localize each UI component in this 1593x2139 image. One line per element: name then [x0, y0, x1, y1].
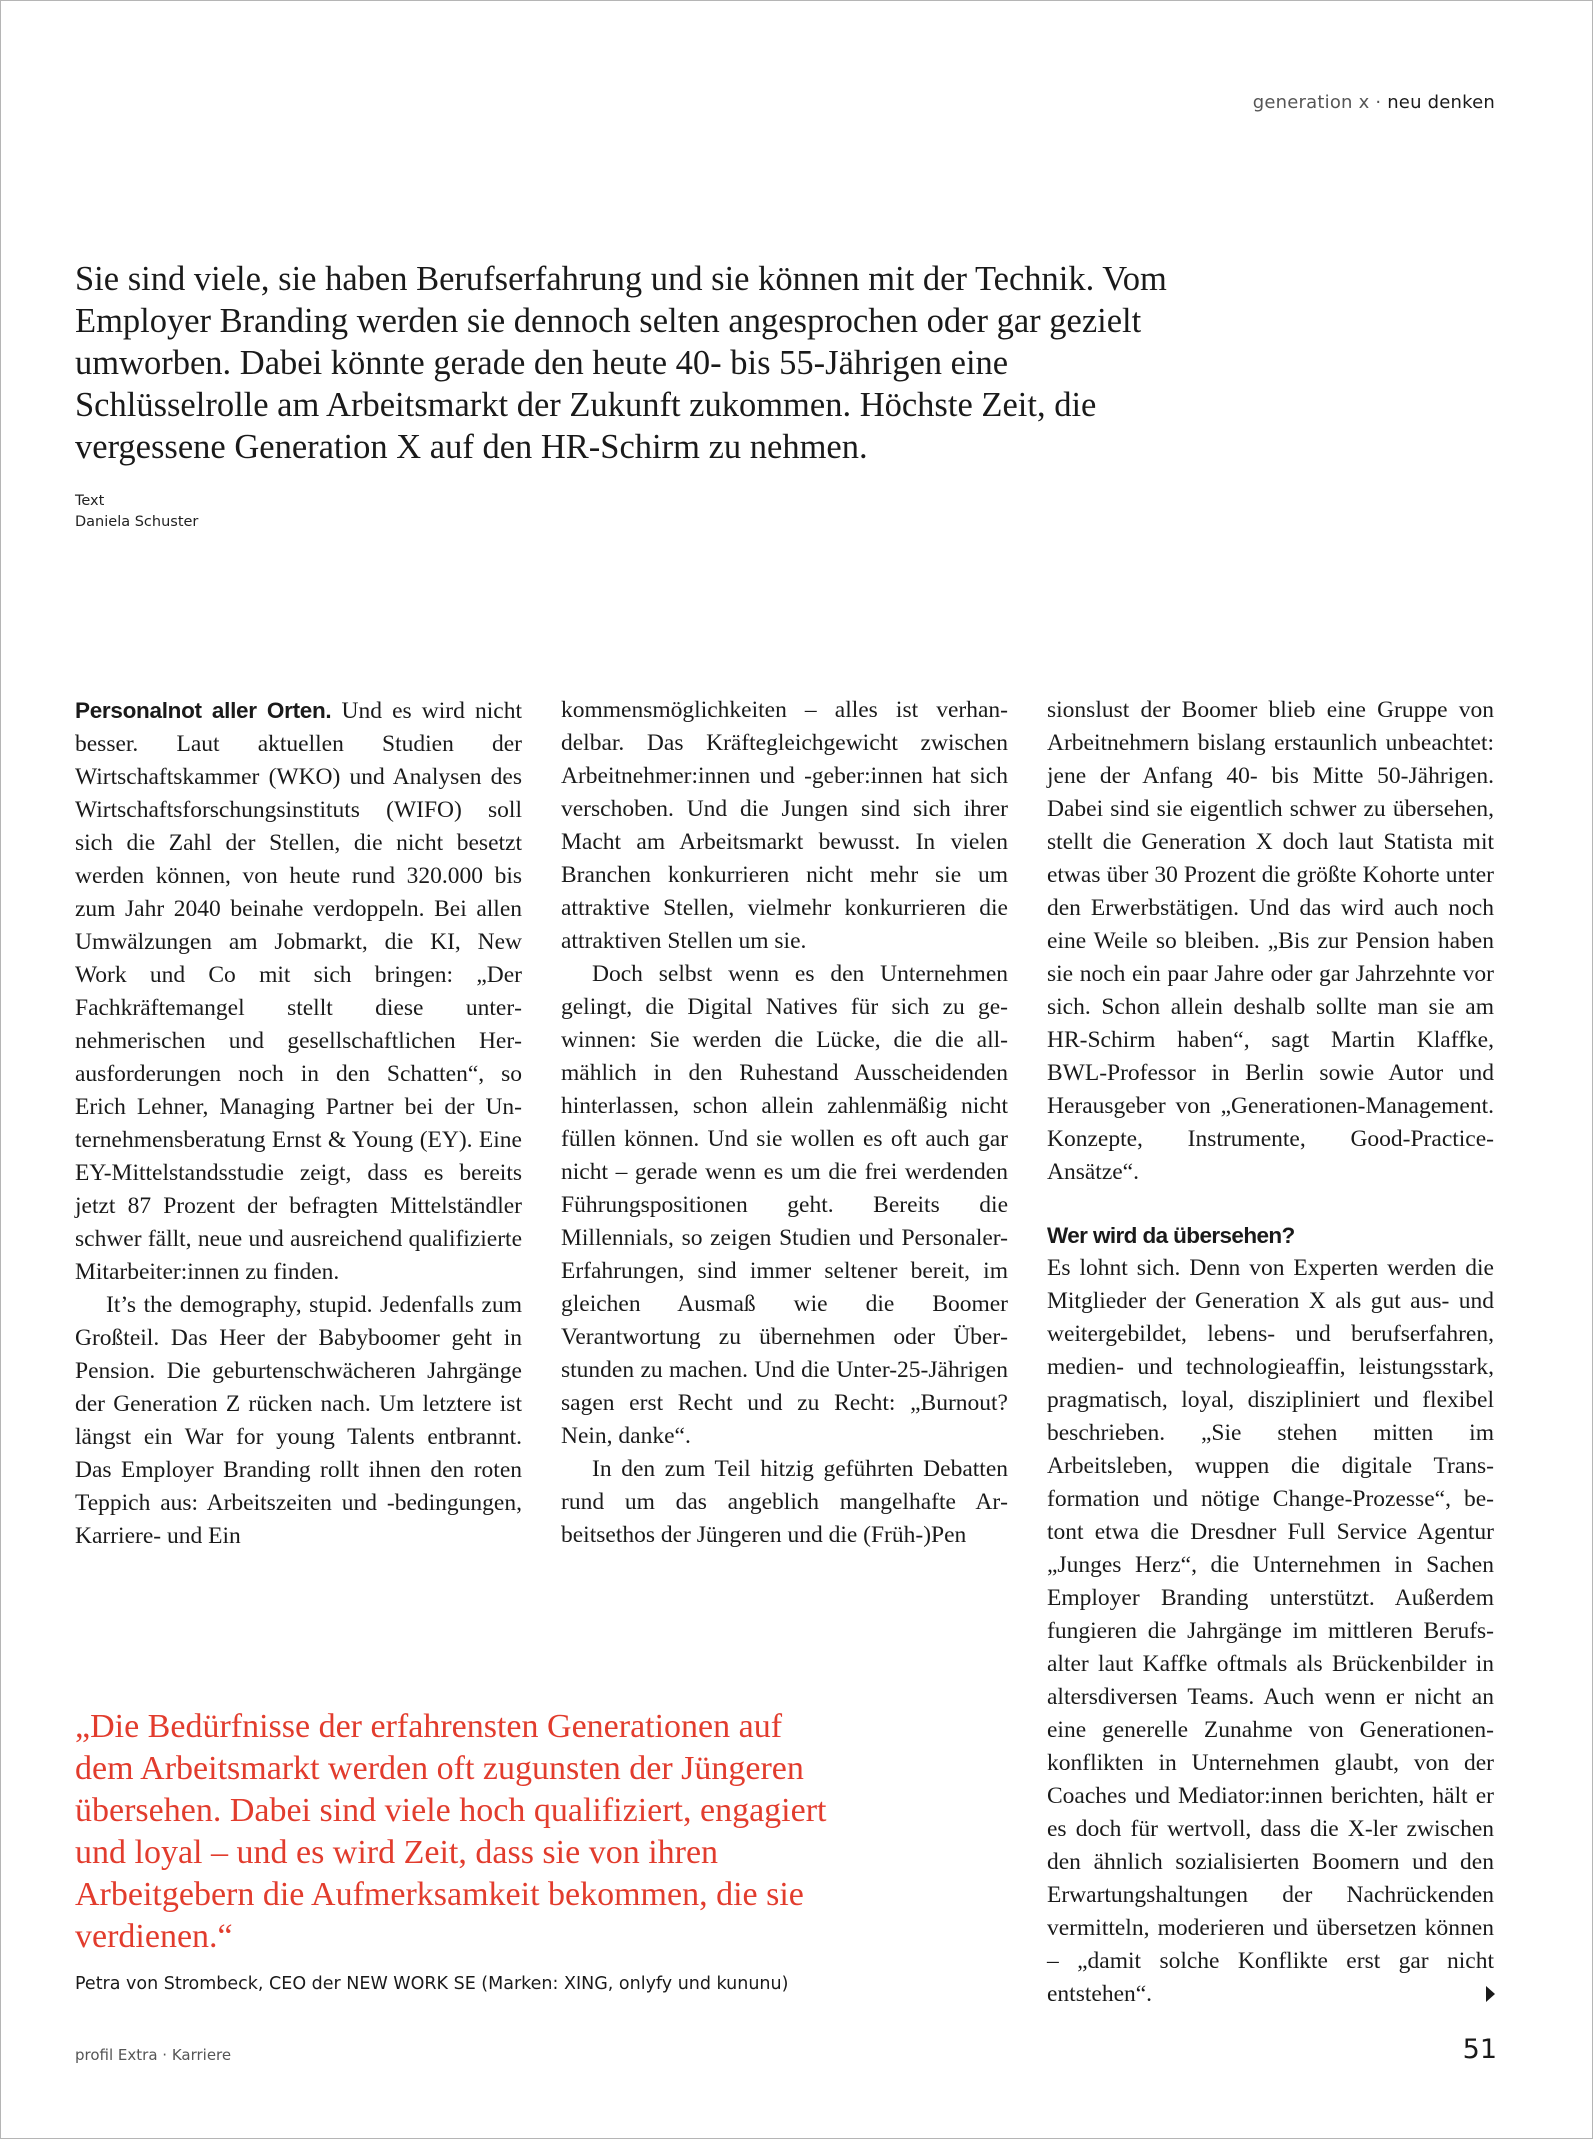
body-column-1 — [75, 694, 522, 1553]
running-head — [1253, 92, 1495, 113]
body-paragraph: sionslust der Boomer blieb eine Gruppe von Arbeitnehmern bislang erstaunlich unbeachtet: jene der Anfang 40- bis Mitte 50-Jährigen. Dabei sind sie eigentlich schwer zu übersehen, stellt die Generation X doch laut Statista mit etwas über 30 Prozent die größte Kohorte unter den Erwerbstätigen. Und das wird auch noch eine Weile so bleiben. „Bis zur Pension haben sie noch ein paar Jahre oder gar Jahrzehnte vor sich. Schon allein deshalb sollte man sie am HR-Schirm haben“, sagt Martin Klaffke, BWL-Professor in Berlin sowie Autor und Herausgeber von „Generationen-Management. Konzepte, Instrumente, Good-Practice-Ansätze“. — [1047, 697, 1494, 1185]
triangle-right-icon — [1486, 1986, 1495, 2002]
lead-paragraph: Sie sind viele, sie haben Berufserfahrung und sie können mit der Technik. Vom Employer Branding werden sie dennoch selten angesprochen oder gar gezielt umworben. Dabei könnte gerade den heute 40- bis 55-Jährigen eine Schlüsselrolle am Arbeitsmarkt der Zukunft zukommen. Höchste Zeit, die vergessene Generation X auf den HR-Schirm zu nehmen. — [75, 260, 1167, 466]
body-paragraph — [75, 694, 522, 1289]
body-text: Und es wird nicht besser. Laut aktuellen Studien der Wirtschaftskammer (WKO) und Analysen des Wirtschaftsforschungsinstituts (WIFO) soll sich die Zahl der Stellen, die nicht besetzt werden können, von heute rund 320.000 bis zum Jahr 2040 beinahe verdoppeln. Bei allen Umwälzungen am Jobmarkt, die KI, New Work und Co mit sich bringen: „Der Fachkräftemangel stellt diese unternehmerischen und gesellschaftlichen Herausforderungen noch in den Schatten“, so Erich Lehner, Managing Partner bei der Unternehmensberatung Ernst & Young (EY). Eine EY-Mittelstandsstudie zeigt, dass es bereits jetzt 87 Prozent der befragten Mittelständler schwer fällt, neue und ausreichend qualifizierte Mitarbeiter:innen zu finden. — [75, 698, 522, 1285]
author-credit — [75, 491, 198, 533]
body-column-3 — [1047, 694, 1494, 2011]
body-paragraph: It’s the demography, stupid. Jedenfalls zum Großteil. Das Heer der Babyboomer geht in Pension. Die geburtenschwächeren Jahrgänge der Generation Z rücken nach. Um letztere ist längst ein War for young Talents entbrannt. Das Employer Branding rollt ihnen den roten Teppich aus: Arbeitszeiten und -bedingungen, Karriere- und Ein — [75, 1292, 522, 1549]
body-column-2 — [561, 694, 1008, 1552]
credit-label: Text — [75, 493, 105, 509]
body-paragraph: Doch selbst wenn es den Unternehmen gelingt, die Digital Natives für sich zu gewinnen: Sie werden die Lücke, die die allmählich in den Ruhestand Ausscheidenden hinterlassen, schon allein zahlenmäßig nicht füllen können. Und sie wollen es oft auch gar nicht – gerade wenn es um die frei werdenden Führungspositionen geht. Bereits die Millennials, so zeigen Studien und Personaler-Erfahrungen, sind immer seltener bereit, im gleichen Ausmaß wie die Boomer Verantwortung zu übernehmen oder Überstunden zu machen. Und die Unter-25-Jährigen sagen erst Recht und zu Recht: „Burnout? Nein, danke“. — [561, 961, 1008, 1449]
section-subheading: Wer wird da übersehen? — [1047, 1223, 1295, 1248]
body-paragraph: kommensmöglichkeiten – alles ist verhandelbar. Das Kräftegleichgewicht zwischen Arbeitnehmer:innen und -geber:innen hat sich verschoben. Und die Jungen sind sich ihrer Macht am Arbeitsmarkt bewusst. In vielen Branchen konkurrieren nicht mehr sie um attraktive Stellen, vielmehr konkurrieren die attraktiven Stellen um sie. — [561, 697, 1008, 954]
body-paragraph: In den zum Teil hitzig geführten Debatten rund um das angeblich mangelhafte Arbeitsethos der Jüngeren und die (Früh-)Pen — [561, 1456, 1008, 1548]
publication-name: profil Extra · Karriere — [75, 2046, 232, 2064]
run-in-heading: Personalnot aller Orten. — [75, 698, 332, 723]
body-paragraph: Es lohnt sich. Denn von Experten werden die Mitglieder der Generation X als gut aus- und weitergebildet, lebens- und berufserfahren, medien- und technologieaffin, leistungsstark, pragmatisch, loyal, diszipliniert und flexibel beschrieben. „Sie stehen mitten im Arbeitsleben, wuppen die digitale Transformation und nötige Change-Prozesse“, betont etwa die Dresdner Full Service Agentur „Junges Herz“, die Unternehmen in Sachen Employer Branding unterstützt. Außerdem fungieren die Jahrgänge im mittleren Berufsalter laut Kaffke oftmals als Brückenbilder in altersdiversen Teams. Auch wenn er nicht an eine generelle Zunahme von Generationenkonflikten in Unternehmen glaubt, von der Coaches und Mediator:innen berichten, hält er es doch für wertvoll, dass die X-ler zwischen den ähnlich sozialisierten Boomern und den Erwartungshaltungen der Nachrückenden vermitteln, moderieren und übersetzen können – „damit solche Konflikte erst gar nicht entstehen“. — [1047, 1255, 1494, 2007]
running-head-separator: · — [1369, 92, 1388, 113]
pull-quote: „Die Bedürfnisse der erfahrensten Generationen auf dem Arbeitsmarkt werden oft zugunsten der Jüngeren übersehen. Dabei sind viele hoch qualifiziert, engagiert und loyal – und es wird Zeit, dass sie von ihren Arbeitgebern die Aufmerksamkeit bekommen, die sie verdienen.“ — [75, 1708, 827, 1955]
running-head-subsection: neu denken — [1387, 92, 1495, 113]
running-head-section: generation x — [1252, 92, 1370, 113]
pull-quote-attribution: Petra von Strombeck, CEO der NEW WORK SE (Marken: XING, onlyfy und kununu) — [75, 1974, 789, 1994]
page-number: 51 — [1462, 2034, 1497, 2065]
credit-author: Daniela Schuster — [75, 514, 199, 530]
